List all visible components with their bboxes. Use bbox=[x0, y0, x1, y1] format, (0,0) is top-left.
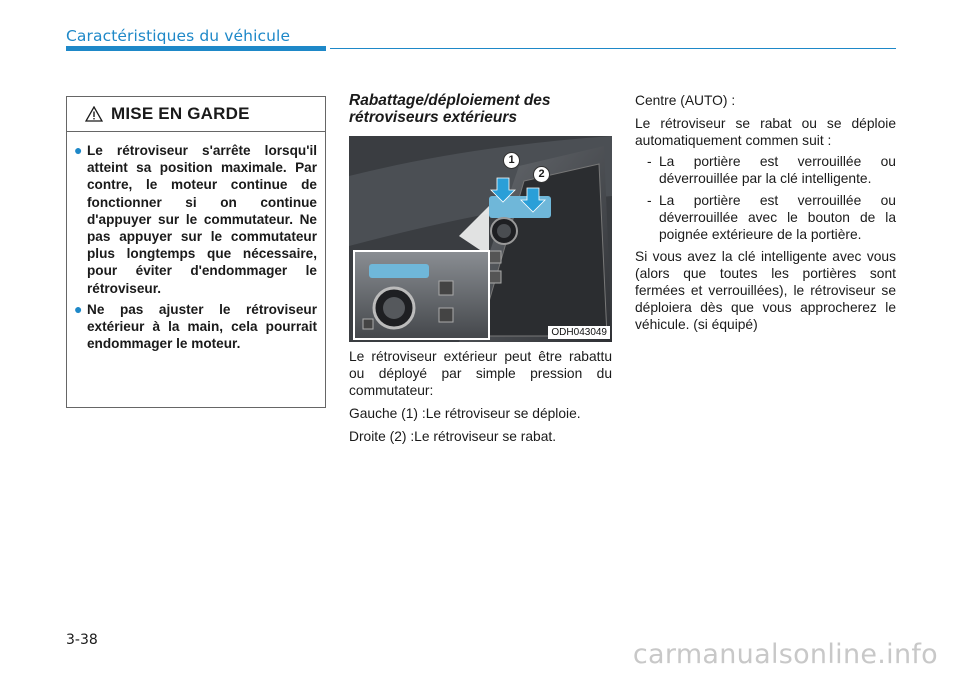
auto-heading: Centre (AUTO) : bbox=[635, 93, 736, 108]
list-item: - La portière est verrouillée ou déverrouillée avec le bouton de la poignée extérieure de la portière. bbox=[647, 193, 896, 242]
warning-triangle-icon bbox=[85, 106, 103, 122]
callout-2: 2 bbox=[533, 166, 550, 183]
section-intro: Le rétroviseur extérieur peut être rabattu ou déployé par simple pression du commutateur: bbox=[349, 349, 612, 398]
mirror-folding-section bbox=[349, 92, 612, 445]
list-item: - La portière est verrouillée ou déverrouillée par la clé intelligente. bbox=[647, 154, 896, 186]
warning-item: ● Le rétroviseur s'arrête lorsqu'il atteint sa position maximale. Par contre, le moteur continue de fonctionner si on continue d'appuyer sur le commutateur. Ne pas appuyer sur le commutateur plus longtemps que nécessaire, pour éviter d'endommager le rétroviseur. bbox=[74, 142, 317, 296]
auto-list bbox=[635, 153, 896, 243]
left-definition bbox=[349, 405, 612, 422]
figure-code: ODH043049 bbox=[548, 326, 610, 339]
left-desc: Le rétroviseur se déploie. bbox=[425, 406, 581, 421]
right-term: Droite (2) : bbox=[349, 429, 415, 444]
page-number: 3-38 bbox=[66, 632, 98, 648]
section-heading: Rabattage/déploiement des rétroviseurs extérieurs bbox=[349, 92, 551, 126]
dash-marker: - bbox=[647, 193, 652, 208]
page-section-title: Caractéristiques du véhicule bbox=[66, 27, 291, 45]
smart-key-note: Si vous avez la clé intelligente avec vous (alors que toutes les portières sont fermées et verrouillées), le rétroviseur se déploiera dès que vous approcherez le véhicule. (si équipé) bbox=[635, 249, 896, 332]
right-definition bbox=[349, 428, 612, 445]
left-term: Gauche (1) : bbox=[349, 406, 426, 421]
warning-header bbox=[67, 97, 325, 132]
warning-list bbox=[67, 132, 325, 352]
dash-marker: - bbox=[647, 154, 652, 169]
auto-mode-section bbox=[635, 92, 896, 333]
bullet-icon: ● bbox=[74, 142, 83, 158]
warning-item: ● Ne pas ajuster le rétroviseur extérieur à la main, cela pourrait endommager le moteur. bbox=[74, 300, 317, 352]
callout-1: 1 bbox=[503, 152, 520, 169]
mirror-switch-figure bbox=[349, 136, 612, 342]
bullet-icon: ● bbox=[74, 300, 83, 317]
auto-intro: Le rétroviseur se rabat ou se déploie automatiquement commen suit : bbox=[635, 116, 896, 148]
header-rule-thin bbox=[330, 48, 896, 49]
warning-box bbox=[66, 96, 326, 408]
right-desc: Le rétroviseur se rabat. bbox=[414, 429, 557, 444]
header-rule-thick bbox=[66, 46, 326, 51]
watermark: carmanualsonline.info bbox=[632, 639, 938, 670]
warning-title: MISE EN GARDE bbox=[111, 104, 250, 123]
door-switch-illustration bbox=[349, 136, 612, 342]
